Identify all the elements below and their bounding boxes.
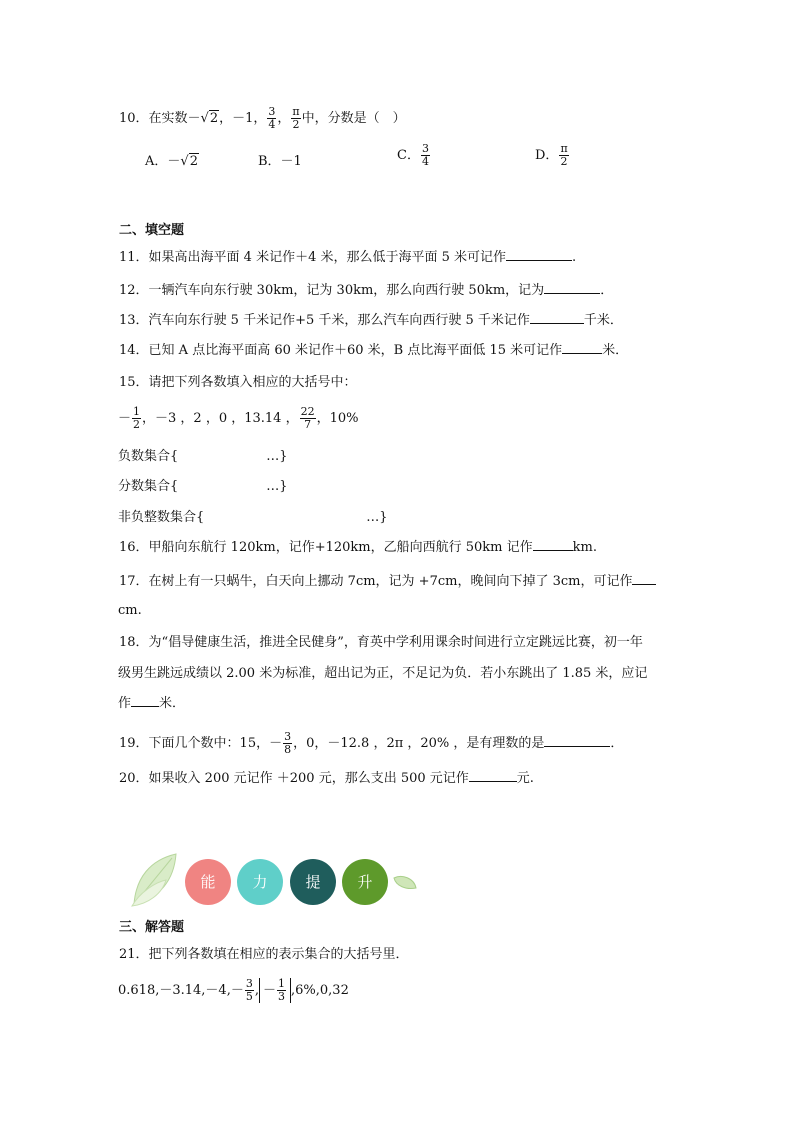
fraction-22-7 — [300, 406, 316, 431]
question-12 — [119, 281, 613, 301]
fraction-denominator: 4 — [268, 118, 276, 131]
q11-text: 11．如果高出海平面 4 米记作＋4 米，那么低于海平面 5 米可记作 — [119, 250, 507, 265]
set-negative — [118, 447, 288, 467]
fraction-denominator: 5 — [245, 990, 253, 1003]
ability-banner — [130, 852, 430, 910]
question-16 — [119, 538, 597, 558]
set-fraction — [118, 477, 288, 497]
fraction-1-2 — [132, 406, 141, 431]
option-c-label: C． — [397, 148, 420, 163]
q19-text-b: ，0，－12.8 ，2π ，20% ，是有理数的是 — [293, 736, 545, 751]
section-3-heading: 三、解答题 — [119, 920, 185, 935]
q15-list-middle: ，－3 ，2 ，0 ，13.14 ， — [142, 411, 299, 426]
fraction-denominator: 2 — [292, 118, 300, 131]
fraction-numerator: 22 — [300, 405, 315, 418]
section-2-heading: 二、填空题 — [119, 223, 185, 238]
fraction-numerator: 1 — [133, 405, 141, 418]
fraction-numerator: 1 — [278, 977, 285, 990]
q11-end: . — [572, 250, 577, 265]
answer-blank — [469, 769, 517, 782]
q14-end: 米． — [602, 343, 629, 358]
question-15 — [119, 373, 357, 393]
question-20 — [119, 769, 534, 789]
fraction-numerator: 3 — [268, 105, 276, 118]
fraction-pi-2 — [559, 143, 568, 168]
q10-option-b — [258, 150, 302, 169]
question-13 — [119, 311, 623, 331]
leaf-decoration-icon — [130, 852, 186, 908]
q18-text-line1: 18．为“倡导健康生活，推进全民健身”，育英中学利用课余时间进行立定跳远比赛，初一年 — [119, 635, 643, 650]
answer-blank — [131, 694, 159, 707]
option-a-label: A．－ — [145, 154, 181, 169]
question-14 — [119, 341, 628, 361]
q12-text: 12．一辆汽车向东行驶 30km，记为 30km，那么向西行驶 50km，记为 — [119, 283, 545, 298]
fraction-denominator: 8 — [284, 743, 292, 756]
fraction-denominator: 4 — [421, 155, 429, 168]
question-18-line-1 — [119, 633, 643, 653]
fraction-denominator: 2 — [560, 155, 568, 168]
banner-circle-3: 提 — [290, 859, 336, 905]
fraction-3-4 — [421, 143, 430, 168]
set-end: …} — [266, 479, 288, 494]
q19-end: ． — [610, 736, 624, 751]
q21-list-a: 0.618,－3.14,－4,－ — [118, 983, 244, 998]
small-leaf-icon — [392, 874, 418, 892]
answer-blank — [562, 341, 602, 354]
answer-blank — [506, 248, 572, 261]
set-nonneg-label: 非负整数集合{ — [118, 510, 205, 525]
q20-end: 元. — [516, 771, 534, 786]
q10-text-c: 中，分数是（ ） — [301, 111, 406, 126]
fraction-numerator: 3 — [284, 730, 292, 743]
q20-text: 20．如果收入 200 元记作 ＋200 元，那么支出 500 元记作 — [119, 771, 469, 786]
option-d-label: D． — [535, 148, 559, 163]
fraction-3-5 — [245, 978, 254, 1003]
question-19 — [119, 731, 623, 756]
fraction-numerator: π — [560, 142, 568, 155]
sqrt-symbol: √2 — [200, 111, 219, 126]
set-negative-label: 负数集合{ — [118, 449, 179, 464]
q14-text: 14．已知 A 点比海平面高 60 米记作＋60 米，B 点比海平面低 15 米可记作 — [119, 343, 563, 358]
question-21 — [119, 945, 409, 965]
q18-text-line2: 级男生跳远成绩以 2.00 米为标准，超出记为正，不足记为负．若小东跳出了 1.85 米，应记 — [118, 666, 648, 681]
q17-end: cm. — [118, 603, 142, 618]
q13-end: 千米． — [583, 313, 623, 328]
fraction-3-4 — [267, 106, 276, 131]
sqrt-radicand: 2 — [209, 111, 219, 126]
answer-blank — [530, 311, 584, 324]
q17-text: 17．在树上有一只蜗牛，白天向上挪动 7cm，记为 +7cm，晚间向下掉了 3cm，可记作 — [119, 574, 633, 589]
banner-circle-1: 能 — [185, 859, 231, 905]
sqrt-radicand: 2 — [189, 154, 198, 169]
q10-option-c — [397, 143, 431, 168]
question-18-line-3 — [118, 694, 185, 714]
question-17 — [119, 572, 656, 592]
q21-text: 21．把下列各数填在相应的表示集合的大括号里． — [119, 947, 409, 962]
q18-text-line3a: 作 — [118, 696, 132, 711]
q10-text-a: 10．在实数－ — [119, 111, 201, 126]
q19-text-a: 19．下面几个数中：15，－ — [119, 736, 283, 751]
fraction-denominator: 7 — [304, 418, 312, 431]
set-fraction-label: 分数集合{ — [118, 479, 179, 494]
q21-number-list — [118, 978, 349, 1003]
fraction-denominator: 2 — [133, 418, 141, 431]
fraction-denominator: 3 — [278, 990, 285, 1003]
answer-blank — [544, 734, 610, 747]
fraction-1-3 — [277, 978, 286, 1003]
q15-number-list — [118, 406, 358, 431]
question-17-continued — [118, 601, 142, 621]
question-18-line-2 — [118, 664, 647, 684]
q13-text: 13．汽车向东行驶 5 千米记作+5 千米，那么汽车向西行驶 5 千米记作 — [119, 313, 530, 328]
q10-comma: ， — [277, 111, 291, 126]
answer-blank — [533, 538, 573, 551]
q18-text-line3b: 米． — [159, 696, 186, 711]
q10-option-a — [145, 150, 199, 169]
question-11 — [119, 248, 576, 268]
q16-text: 16．甲船向东航行 120km，记作+120km，乙船向西航行 50km 记作 — [119, 540, 533, 555]
absolute-value — [259, 978, 291, 1003]
fraction-3-8 — [283, 731, 292, 756]
set-end: …} — [366, 510, 388, 525]
minus-sign: － — [262, 983, 276, 998]
banner-circle-2: 力 — [237, 859, 283, 905]
option-b-label: B．－1 — [258, 154, 302, 169]
sqrt-symbol: √2 — [180, 154, 198, 169]
answer-blank — [632, 572, 656, 585]
minus-sign: － — [118, 411, 132, 426]
fraction-numerator: 3 — [421, 142, 429, 155]
q10-option-d — [535, 143, 570, 168]
q21-list-b: ,6%,0,32 — [291, 983, 349, 998]
fraction-pi-2 — [291, 106, 300, 131]
q12-end: ． — [600, 283, 614, 298]
q15-list-end: ，10% — [316, 411, 359, 426]
q15-text: 15．请把下列各数填入相应的大括号中： — [119, 375, 357, 390]
banner-circle-4: 升 — [342, 859, 388, 905]
fraction-numerator: π — [292, 105, 300, 118]
q16-end: km. — [572, 540, 597, 555]
q21-comma: , — [254, 983, 259, 998]
fraction-numerator: 3 — [245, 977, 253, 990]
question-10-stem — [119, 106, 406, 131]
q10-text-b: ，－1， — [219, 111, 267, 126]
set-end: …} — [266, 449, 288, 464]
answer-blank — [544, 281, 600, 294]
set-nonnegative-integer — [118, 508, 388, 528]
